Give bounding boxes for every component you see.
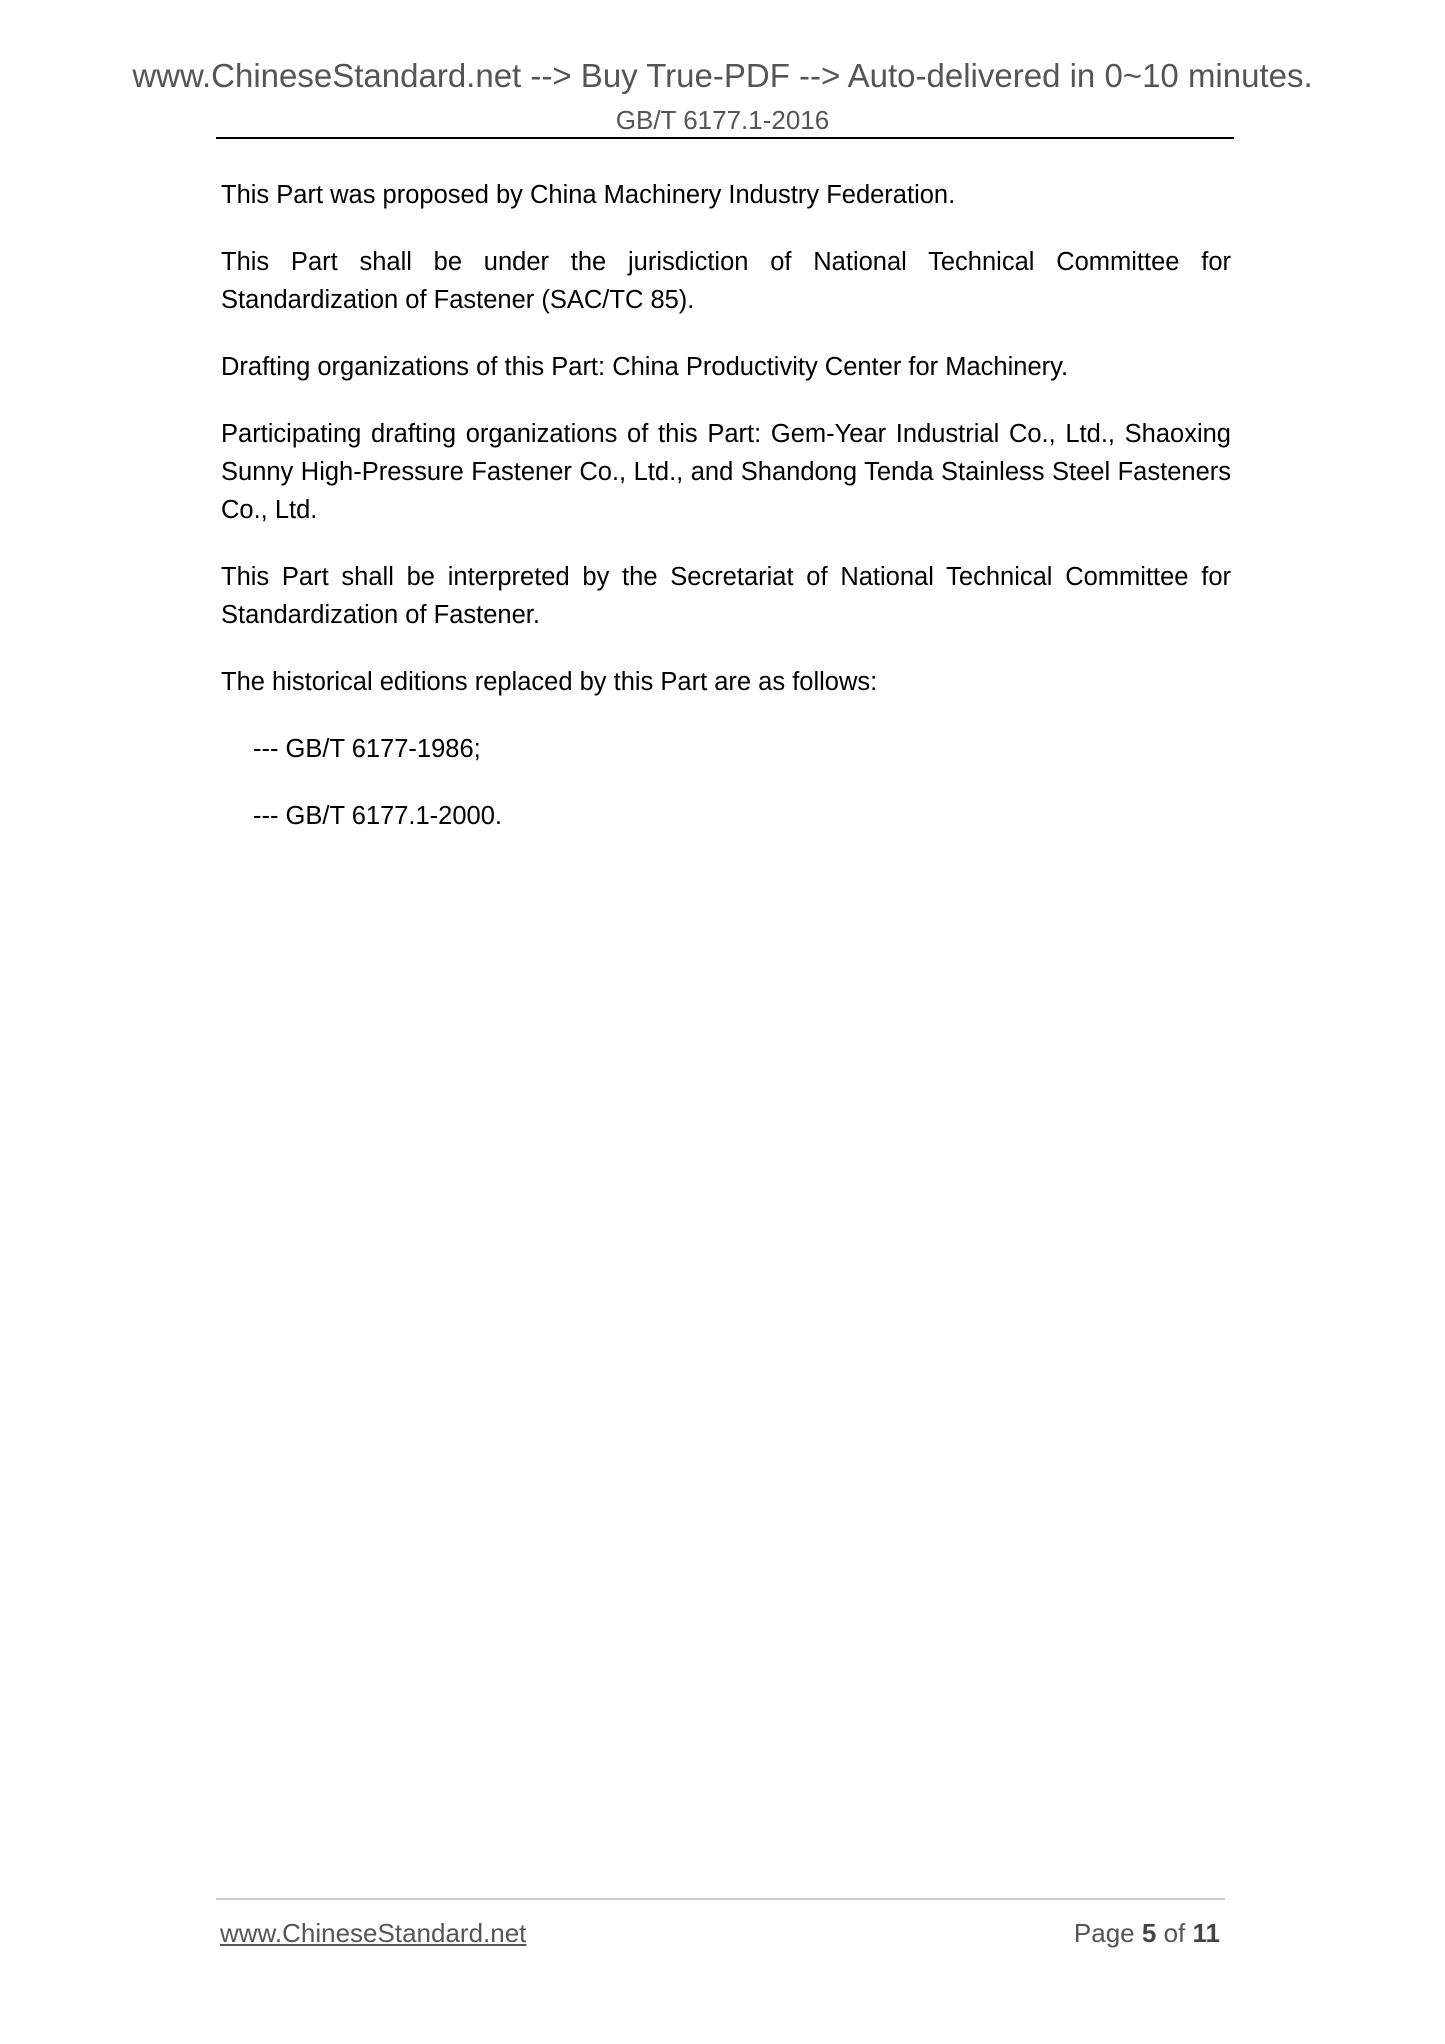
edition-list-item: --- GB/T 6177.1-2000. <box>253 802 502 830</box>
paragraph-historical-editions: The historical editions replaced by this Part are as follows: <box>221 668 878 696</box>
paragraph-jurisdiction: This Part shall be under the jurisdiction of National Technical Committee for Standardization of Fastener (SAC/TC 85). <box>221 248 1231 314</box>
edition-list-item: --- GB/T 6177-1986; <box>253 735 481 763</box>
paragraph-drafting-organizations: Drafting organizations of this Part: China Productivity Center for Machinery. <box>221 353 1069 381</box>
page-of: of <box>1163 1918 1186 1948</box>
page-prefix: Page <box>1073 1918 1135 1948</box>
document-code: GB/T 6177.1-2016 <box>615 105 830 135</box>
page-total: 11 <box>1192 1918 1220 1948</box>
document-body <box>221 176 1231 864</box>
page-number <box>1074 1916 1220 1950</box>
paragraph-interpretation: This Part shall be interpreted by the Secretariat of National Technical Committee for Standardization of Fastener. <box>221 563 1231 629</box>
header-divider <box>216 137 1234 139</box>
paragraph-proposed-by: This Part was proposed by China Machinery Industry Federation. <box>221 181 956 209</box>
page-current: 5 <box>1141 1918 1157 1948</box>
paragraph-participating-organizations: Participating drafting organizations of this Part: Gem-Year Industrial Co., Ltd., Shaoxing Sunny High-Pressure Fastener Co., Ltd., and Shandong Tenda Stainless Steel Fasteners Co., Ltd. <box>221 420 1231 524</box>
header-banner: www.ChineseStandard.net --> Buy True-PDF --> Auto-delivered in 0~10 minutes. <box>132 57 1313 94</box>
footer-divider <box>216 1898 1225 1900</box>
footer-site-link[interactable]: www.ChineseStandard.net <box>220 1918 527 1948</box>
